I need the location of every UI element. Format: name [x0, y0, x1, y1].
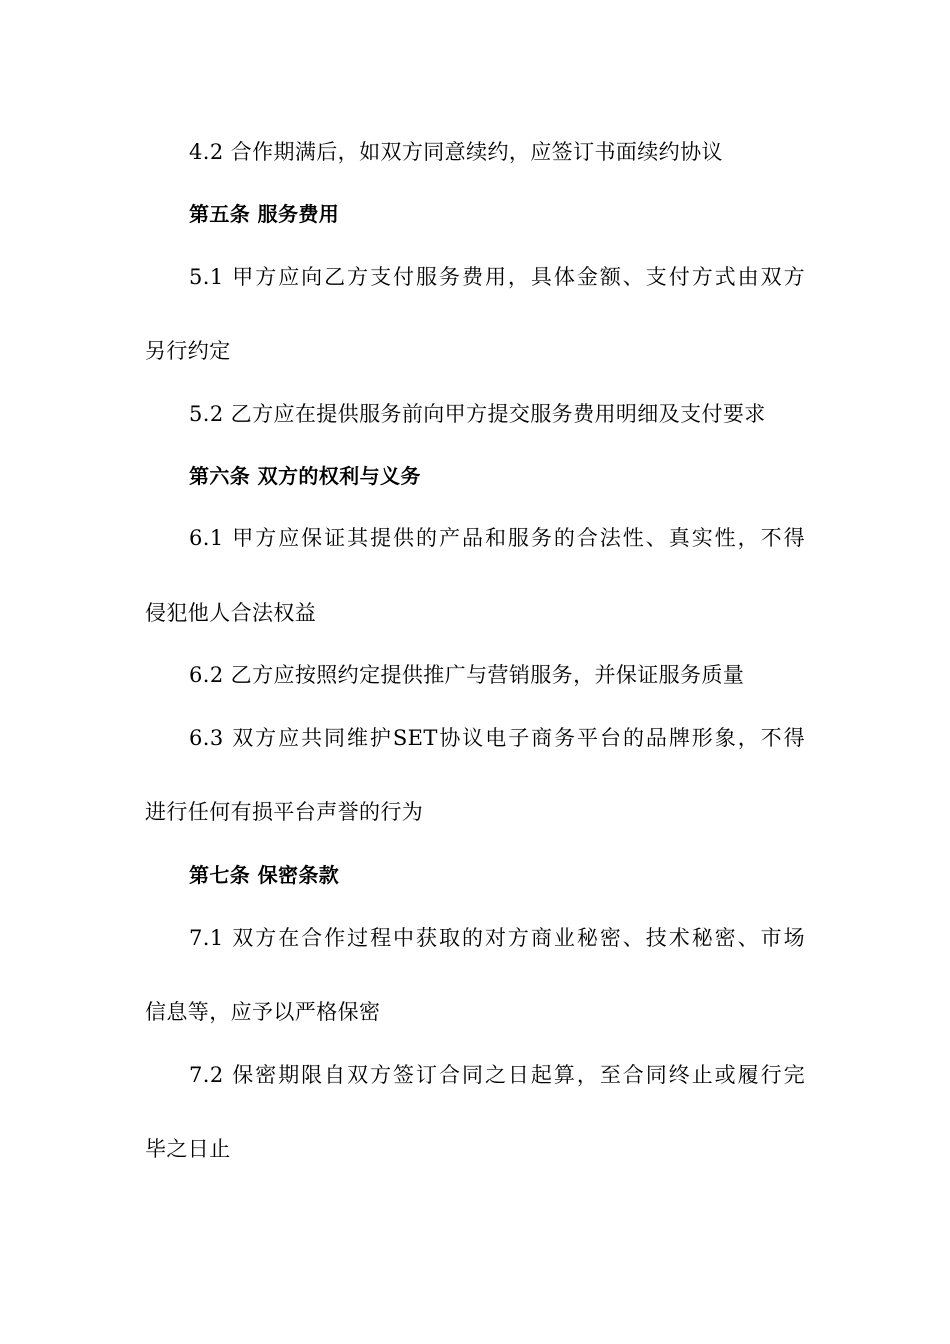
clause-5-1: 5.1 甲方应向乙方支付服务费用，具体金额、支付方式由双方	[189, 265, 805, 289]
clause-7-2-continued: 毕之日止	[145, 1137, 231, 1161]
clause-6-1-continued: 侵犯他人合法权益	[145, 601, 317, 625]
clause-6-3-continued: 进行任何有损平台声誉的行为	[145, 800, 424, 824]
clause-7-2: 7.2 保密期限自双方签订合同之日起算，至合同终止或履行完	[189, 1063, 805, 1087]
clause-4-2: 4.2 合作期满后，如双方同意续约，应签订书面续约协议	[189, 140, 723, 164]
clause-5-2: 5.2 乙方应在提供服务前向甲方提交服务费用明细及支付要求	[189, 402, 766, 426]
clause-7-1-continued: 信息等，应予以严格保密	[145, 1000, 381, 1024]
article-6-heading: 第六条 双方的权利与义务	[189, 464, 421, 488]
clause-7-1: 7.1 双方在合作过程中获取的对方商业秘密、技术秘密、市场	[189, 926, 805, 950]
clause-6-1: 6.1 甲方应保证其提供的产品和服务的合法性、真实性，不得	[189, 526, 805, 550]
clause-5-1-continued: 另行约定	[145, 339, 231, 363]
article-7-heading: 第七条 保密条款	[189, 863, 340, 887]
clause-6-3: 6.3 双方应共同维护SET协议电子商务平台的品牌形象，不得	[189, 726, 805, 750]
clause-6-2: 6.2 乙方应按照约定提供推广与营销服务，并保证服务质量	[189, 663, 745, 687]
article-5-heading: 第五条 服务费用	[189, 202, 340, 226]
